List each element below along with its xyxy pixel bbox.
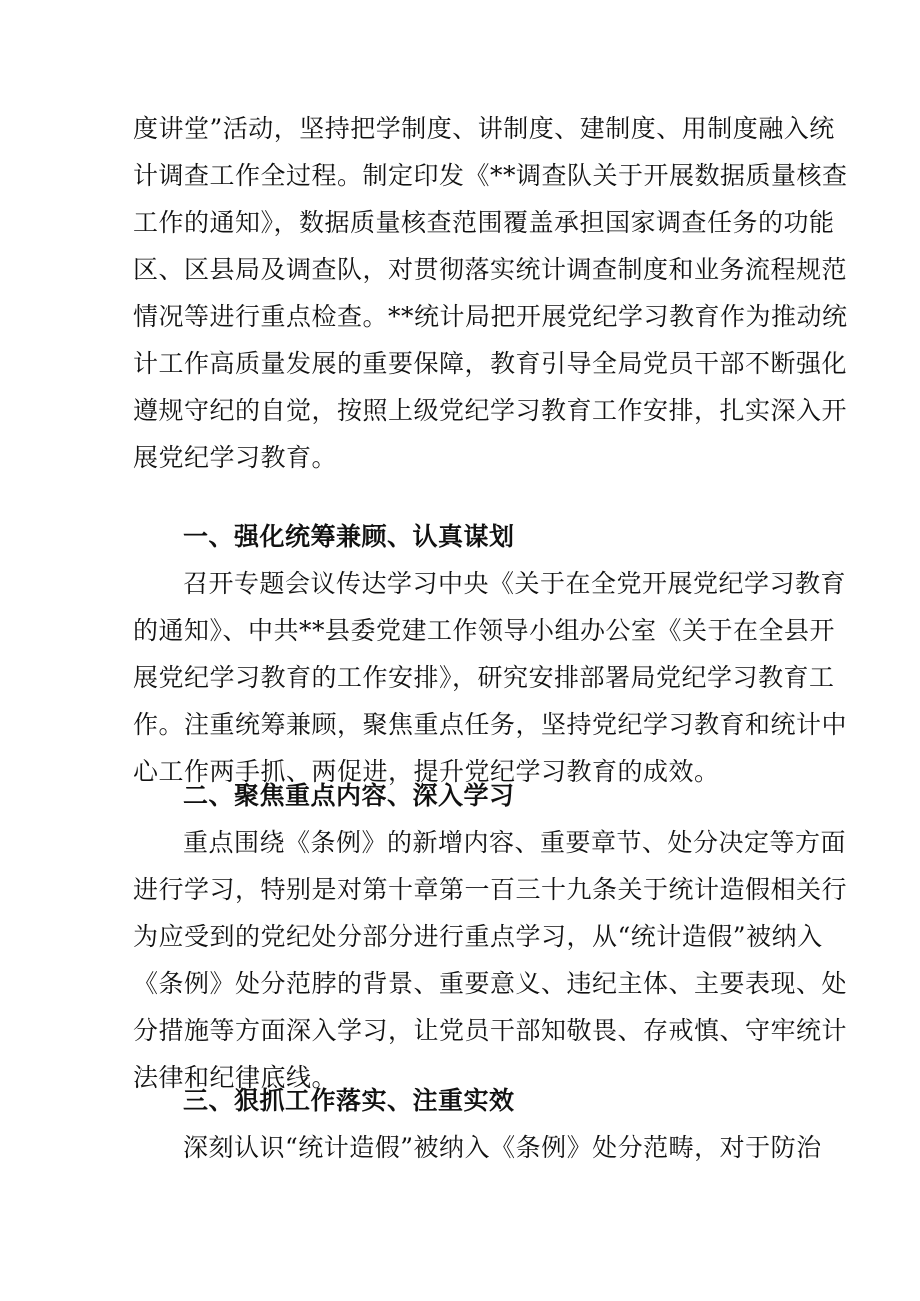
section-1 <box>133 513 848 795</box>
text-line: 为应受到的党纪处分部分进行重点学习，从“统计造假”被纳入 <box>133 922 823 951</box>
text-line: 工作的通知》，数据质量核查范围覆盖承担国家调查任务的功能 <box>133 208 835 237</box>
text-line: 情况等进行重点检查。**统计局把开展党纪学习教育作为推动统 <box>133 302 848 331</box>
text-line: 区、区县局及调查队，对贯彻落实统计调查制度和业务流程规范 <box>133 255 848 284</box>
text-line: 展党纪学习教育。 <box>133 443 338 472</box>
section-heading: 三、狠抓工作落实、注重实效 <box>183 1086 515 1115</box>
section-heading: 一、强化统筹兼顾、认真谋划 <box>183 522 515 551</box>
text-line: 遵规守纪的自觉，按照上级党纪学习教育工作安排，扎实深入开 <box>133 396 848 425</box>
text-line: 计调查工作全过程。制定印发《**调查队关于开展数据质量核查 <box>133 161 848 190</box>
text-line: 《条例》处分范脖的背景、重要意义、违纪主体、主要表现、处 <box>133 969 848 998</box>
section-2 <box>133 772 848 1101</box>
text-line: 进行学习，特别是对第十章第一百三十九条关于统计造假相关行 <box>133 875 848 904</box>
text-line: 法律和纪律底线。 <box>133 1063 338 1092</box>
text-line: 的通知》、中共**县委党建工作领导小组办公室《关于在全县开 <box>133 616 836 645</box>
text-line: 心工作两手抓、两促进，提升党纪学习教育的成效。 <box>133 757 720 786</box>
text-line: 度讲堂”活动，坚持把学制度、讲制度、建制度、用制度融入统 <box>133 114 835 143</box>
text-line: 深刻认识“统计造假”被纳入《条例》处分范畴，对于防治 <box>183 1133 822 1162</box>
text-line: 召开专题会议传达学习中央《关于在全党开展党纪学习教育 <box>183 569 847 598</box>
intro-paragraph <box>133 105 848 481</box>
section-3 <box>133 1077 822 1171</box>
text-line: 重点围绕《条例》的新增内容、重要章节、处分决定等方面 <box>183 828 847 857</box>
text-line: 展党纪学习教育的工作安排》，研究安排部署局党纪学习教育工 <box>133 663 835 692</box>
section-heading: 二、聚焦重点内容、深入学习 <box>183 781 515 810</box>
text-line: 计工作高质量发展的重要保障，教育引导全局党员干部不断强化 <box>133 349 848 378</box>
text-line: 作。注重统筹兼顾，聚焦重点任务，坚持党纪学习教育和统计中 <box>133 710 848 739</box>
text-line: 分措施等方面深入学习，让党员干部知敬畏、存戒慎、守牢统计 <box>133 1016 848 1045</box>
